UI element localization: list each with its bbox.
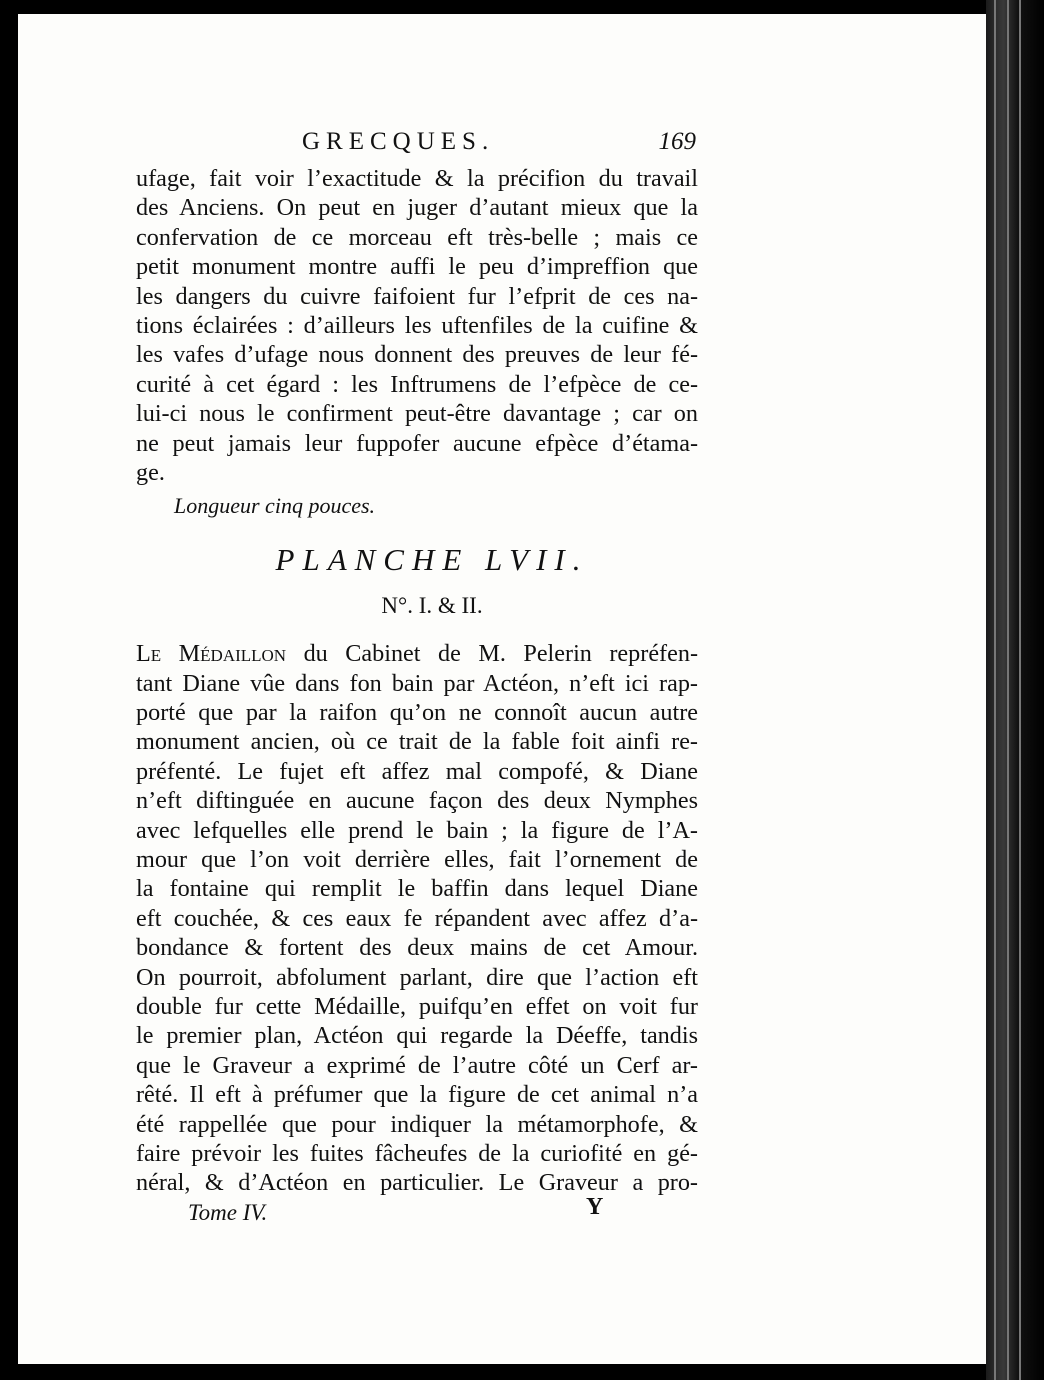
- text-line: mour que l’on voit derrière elles, fait l’ornement de: [136, 846, 698, 874]
- text-line: tant Diane vûe dans fon bain par Actéon, n’eft ici rap-: [136, 669, 698, 697]
- text-line: des Anciens. On peut en juger d’autant mieux que la: [136, 194, 698, 222]
- plate-description: [136, 639, 698, 1197]
- text-line: porté que par la raifon qu’on ne connoît aucun autre: [136, 699, 698, 727]
- text-line: rêté. Il eft à préfumer que la figure de cet animal n’a: [136, 1081, 698, 1109]
- signature-mark: Y: [586, 1193, 604, 1220]
- lead-line-rest: du Cabinet de M. Pelerin repréfen-: [286, 640, 698, 668]
- page-footer: [136, 1193, 698, 1234]
- text-line: ge.: [136, 458, 165, 486]
- lead-words: Le Médaillon: [136, 640, 287, 668]
- text-line: la fontaine qui remplit le baffin dans lequel Diane: [136, 875, 698, 903]
- text-line: [136, 639, 698, 668]
- text-line: que le Graveur a exprimé de l’autre côté un Cerf ar-: [136, 1051, 698, 1079]
- text-line: faire prévoir les fuites fâcheufes de la curiofité en gé-: [136, 1139, 698, 1167]
- text-line: bondance & fortent des deux mains de cet Amour.: [136, 934, 698, 962]
- text-line: préfenté. Le fujet eft affez mal compofé, & Diane: [136, 757, 698, 785]
- text-line: les vafes d’ufage nous donnent des preuves de leur fé-: [136, 341, 698, 369]
- page-content: [136, 124, 698, 1234]
- text-line: lui-ci nous le confirment peut-être davantage ; car on: [136, 400, 698, 428]
- paragraph-continuation: [136, 164, 698, 487]
- plate-number: N°. I. & II.: [381, 593, 483, 619]
- text-line: monument ancien, où ce trait de la fable foit ainfi re-: [136, 728, 698, 756]
- text-line: On pourroit, abfolument parlant, dire que l’action eft: [136, 963, 698, 991]
- text-line: néral, & d’Actéon en particulier. Le Graveur a pro-: [136, 1169, 698, 1197]
- text-line: le premier plan, Actéon qui regarde la Déeffe, tandis: [136, 1022, 698, 1050]
- text-line: tions éclairées : d’ailleurs les uftenfiles de la cuifine &: [136, 311, 698, 339]
- book-page: [18, 14, 986, 1364]
- text-line: avec lefquelles elle prend le bain ; la figure de l’A-: [136, 816, 698, 844]
- measurement-note: Longueur cinq pouces.: [174, 493, 376, 519]
- text-line: été rappellée que pour indiquer la métamorphofe, &: [136, 1110, 698, 1138]
- edge-stripe: [1007, 0, 1009, 1380]
- text-line: petit monument montre auffi le peu d’impreffion que: [136, 253, 698, 281]
- plate-heading: PLANCHE LVII.: [275, 542, 589, 578]
- text-line: les dangers du cuivre faifoient fur l’efprit de ces na-: [136, 282, 698, 310]
- text-line: eft couchée, & ces eaux fe répandent avec affez d’a-: [136, 904, 698, 932]
- running-title: GRECQUES.: [302, 128, 495, 155]
- volume-mark: Tome IV.: [188, 1199, 268, 1225]
- text-line: ufage, fait voir l’exactitude & la précifion du travail: [136, 165, 698, 192]
- text-line: n’eft diftinguée en aucune façon des deux Nymphes: [136, 787, 698, 815]
- text-line: ne peut jamais leur fuppofer aucune efpèce d’étama-: [136, 429, 698, 457]
- page-edge-shadow: [986, 0, 1044, 1380]
- text-line: double fur cette Médaille, puifqu’en effet on voit fur: [136, 992, 698, 1020]
- page-number: 169: [658, 128, 696, 155]
- text-line: confervation de ce morceau eft très-belle ; mais ce: [136, 223, 698, 251]
- edge-stripe: [994, 0, 996, 1380]
- text-line: curité à cet égard : les Inftrumens de l’efpèce de ce-: [136, 370, 698, 398]
- edge-stripe: [1019, 0, 1021, 1380]
- page-header: [136, 124, 698, 164]
